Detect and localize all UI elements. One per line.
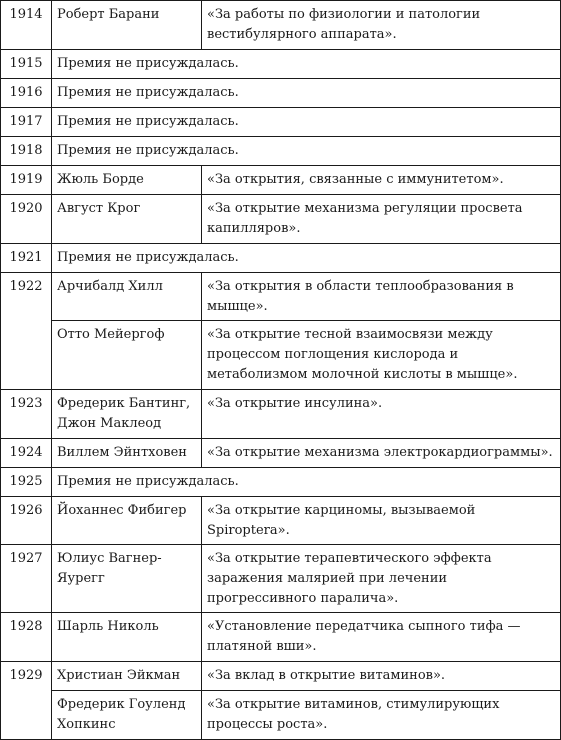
year-cell: 1926	[1, 497, 52, 545]
laureate-name: Христиан Эйкман	[52, 662, 202, 691]
no-award-note: Премия не присуждалась.	[52, 79, 561, 108]
no-award-note: Премия не присуждалась.	[52, 244, 561, 273]
year-cell: 1915	[1, 50, 52, 79]
laureate-name: Фредерик Бантинг, Джон Маклеод	[52, 390, 202, 439]
year-cell: 1919	[1, 166, 52, 195]
table-row	[1, 166, 561, 195]
year-cell: 1924	[1, 439, 52, 468]
no-award-note: Премия не присуждалась.	[52, 108, 561, 137]
year-cell: 1918	[1, 137, 52, 166]
year-cell: 1914	[1, 1, 52, 50]
prize-reason: «За открытие карциномы, вызываемой Spiroptera».	[202, 497, 561, 545]
table-row	[1, 390, 561, 439]
year-cell: 1917	[1, 108, 52, 137]
year-cell: 1922	[1, 273, 52, 390]
table-row	[1, 468, 561, 497]
table-row	[1, 497, 561, 545]
table-row	[1, 244, 561, 273]
year-cell: 1923	[1, 390, 52, 439]
prize-reason: «За открытие механизма электрокардиограммы».	[202, 439, 561, 468]
no-award-note: Премия не присуждалась.	[52, 50, 561, 79]
laureate-name: Август Крог	[52, 195, 202, 244]
year-cell: 1916	[1, 79, 52, 108]
prize-reason: «За вклад в открытие витаминов».	[202, 662, 561, 691]
no-award-note: Премия не присуждалась.	[52, 137, 561, 166]
table-row	[1, 137, 561, 166]
table-row	[1, 691, 561, 740]
year-cell: 1928	[1, 613, 52, 662]
table-row	[1, 662, 561, 691]
table-row	[1, 321, 561, 390]
year-cell: 1921	[1, 244, 52, 273]
prize-reason: «Установление передатчика сыпного тифа — платяной вши».	[202, 613, 561, 662]
laureate-name: Арчибалд Хилл	[52, 273, 202, 321]
prize-reason: «За открытие тесной взаимосвязи между процессом поглощения кислорода и метаболизмом молочной кислоты в мышце».	[202, 321, 561, 390]
table-row	[1, 439, 561, 468]
table-row	[1, 108, 561, 137]
table-row	[1, 545, 561, 613]
table-row	[1, 613, 561, 662]
laureate-name: Шарль Николь	[52, 613, 202, 662]
prize-reason: «За открытие витаминов, стимулирующих процессы роста».	[202, 691, 561, 740]
year-cell: 1927	[1, 545, 52, 613]
prize-reason: «За открытия, связанные с иммунитетом».	[202, 166, 561, 195]
prize-reason: «За открытие механизма регуляции просвета капилляров».	[202, 195, 561, 244]
table-row	[1, 273, 561, 321]
laureate-name: Йоханнес Фибигер	[52, 497, 202, 545]
year-cell: 1929	[1, 662, 52, 740]
table-row	[1, 79, 561, 108]
year-cell: 1925	[1, 468, 52, 497]
prize-reason: «За открытия в области теплообразования в мышце».	[202, 273, 561, 321]
laureate-name: Жюль Борде	[52, 166, 202, 195]
prize-reason: «За работы по физиологии и патологии вестибулярного аппарата».	[202, 1, 561, 50]
year-cell: 1920	[1, 195, 52, 244]
prize-reason: «За открытие инсулина».	[202, 390, 561, 439]
table-row	[1, 50, 561, 79]
laureate-name: Фредерик Гоуленд Хопкинс	[52, 691, 202, 740]
no-award-note: Премия не присуждалась.	[52, 468, 561, 497]
table-row	[1, 1, 561, 50]
prize-reason: «За открытие терапевтического эффекта заражения малярией при лечении прогрессивного паралича».	[202, 545, 561, 613]
laureate-name: Роберт Барани	[52, 1, 202, 50]
laureate-name: Отто Мейергоф	[52, 321, 202, 390]
table-row	[1, 195, 561, 244]
laureate-name: Юлиус Вагнер-Яурегг	[52, 545, 202, 613]
laureate-name: Виллем Эйнтховен	[52, 439, 202, 468]
